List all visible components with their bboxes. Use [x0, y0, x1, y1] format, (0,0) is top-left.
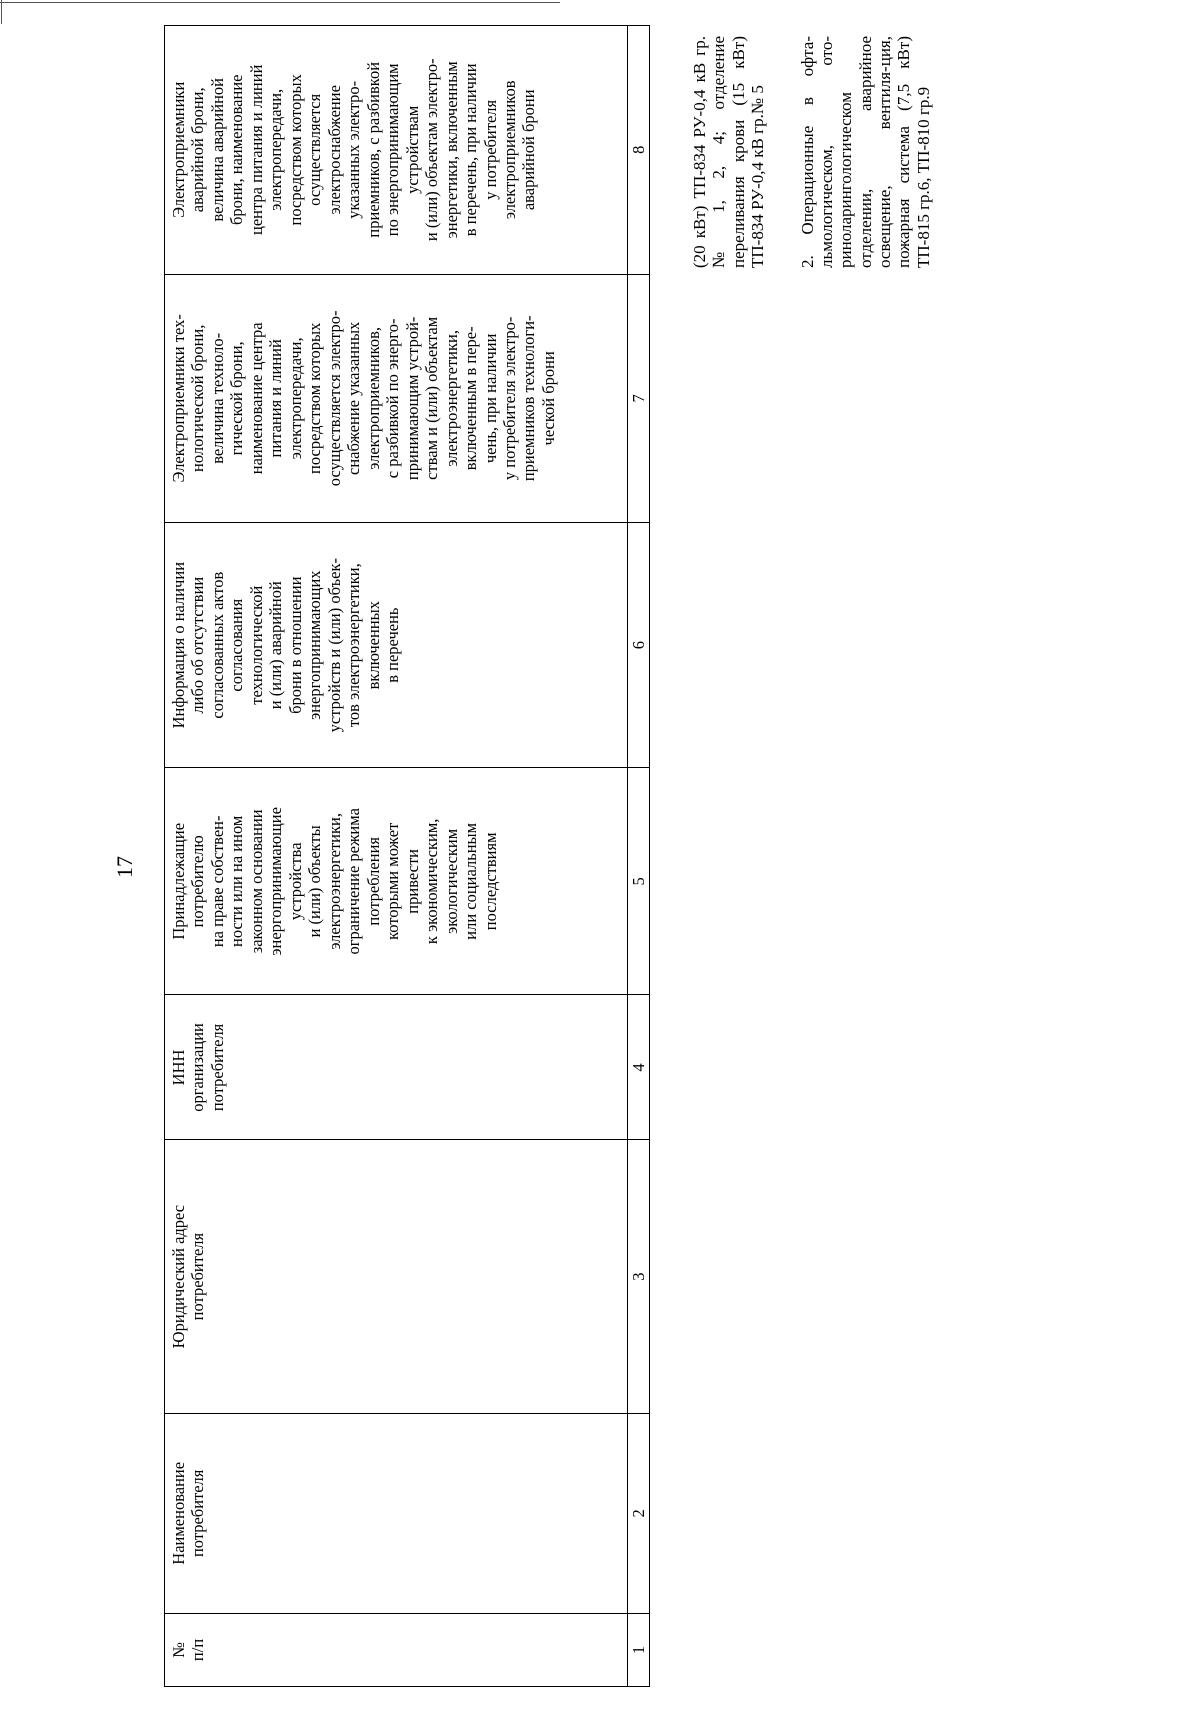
header-inn: ИНН организации потребителя — [165, 995, 628, 1140]
column-number: 3 — [628, 1140, 650, 1413]
column-number: 5 — [628, 768, 650, 995]
header-consumer-name: Наименование потребителя — [165, 1413, 628, 1613]
table-header-row — [165, 26, 628, 1687]
column-number: 8 — [628, 26, 650, 275]
consumer-table — [164, 25, 650, 1687]
header-technological-reserve: Электроприемники тех- нологической брони, величина техноло- гической брони, наименование центра питания и линий электропередачи, посредством которых осуществляется электро- снабжение указанных электроприемников, с разбивкой по энерго- принимающим устрой- ствам и (или) объектам электроэнергетики, включенным в пере- чень, при наличии у потребителя электро- приемников технологи- ческой брони — [165, 274, 628, 523]
header-reserve-acts: Информация о наличии либо об отсутствии согласованных актов согласования технологической и (или) аварийной брони в отношении энергопринимающих устройств и (или) объек- тов электроэнергетики, включенных в перечень — [165, 523, 628, 768]
page-number: 17 — [112, 856, 137, 878]
continuation-text — [690, 36, 963, 268]
column-number: 1 — [628, 1613, 650, 1686]
header-emergency-reserve: Электроприемники аварийной брони, величина аварийной брони, наименование центра питания и линий электропередачи, посредством которых осуществляется электроснабжение указанных электро- приемников, с разбивкой по энергопринимающим устройствам и (или) объектам электро- энергетики, включенным в перечень, при наличии у потребителя электроприемников аварийной брони — [165, 26, 628, 275]
column-number: 2 — [628, 1413, 650, 1613]
item-2-text: 2. Операционные в офта-льмологическом, ото-риноларингологическом отделении, аварийное освещение, вентиля-ция, пожарная система (7,5 кВт) ТП-815 гр.6, ТП-810 гр.9 — [797, 36, 933, 268]
header-power-devices: Принадлежащие потребителю на праве собствен- ности или на ином законном основании энергопринимающие устройства и (или) объекты электроэнергетики, ограничение режима потребления которыми может привести к экономическим, экологическим или социальным последствиям — [165, 768, 628, 995]
column-number: 6 — [628, 523, 650, 768]
header-number: № п/п — [165, 1613, 628, 1686]
item-1-continuation: (20 кВт) ТП-834 РУ-0,4 кВ гр. № 1, 2, 4; отделение переливания крови (15 кВт) ТП-834 РУ-0,4 кВ гр.№ 5 — [690, 36, 768, 268]
column-number: 4 — [628, 995, 650, 1140]
column-number: 7 — [628, 274, 650, 523]
header-legal-address: Юридический адрес потребителя — [165, 1140, 628, 1413]
column-number-row — [628, 26, 650, 1687]
